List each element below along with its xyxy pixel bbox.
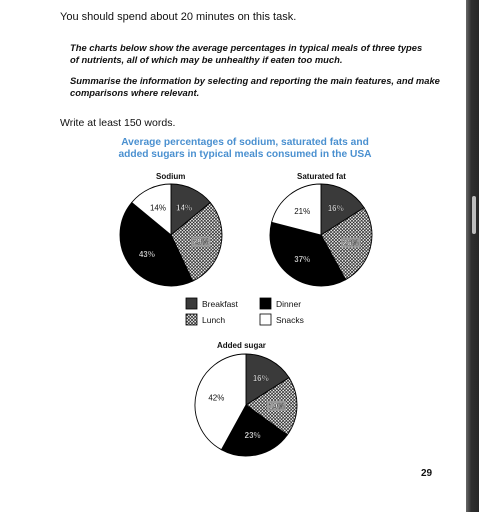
pie-title-saturated-fat: Saturated fat [297, 172, 346, 181]
scrollbar-thumb[interactable] [472, 196, 476, 234]
task-instruction: Summarise the information by selecting and reporting the main features, and make comparisons where relevant. [70, 75, 440, 98]
page-number: 29 [421, 468, 433, 479]
legend-swatch-breakfast [186, 298, 197, 309]
data-label-saturated-fat-lunch: 26% [342, 238, 359, 248]
data-label-sodium-snacks: 14% [149, 203, 166, 213]
data-label-added-sugar-dinner: 23% [244, 430, 261, 440]
data-label-saturated-fat-breakfast: 16% [327, 204, 344, 214]
legend-swatch-snacks [260, 314, 271, 325]
legend-label-lunch: Lunch [202, 315, 226, 325]
pie-title-sodium: Sodium [156, 172, 186, 181]
chart-title-line-1: Average percentages of sodium, saturated fats and [121, 137, 369, 148]
legend-swatch-dinner [260, 298, 271, 309]
legend-label-dinner: Dinner [276, 299, 302, 309]
task-description: The charts below show the average percentages in typical meals of three types of nutrients, all of which may be unhealthy if eaten too much. [70, 42, 423, 65]
data-label-sodium-breakfast: 14% [176, 203, 193, 213]
pie-title-added-sugar: Added sugar [217, 341, 266, 350]
legend-label-snacks: Snacks [276, 315, 304, 325]
legend-label-breakfast: Breakfast [202, 299, 238, 309]
data-label-added-sugar-snacks: 42% [208, 393, 225, 403]
chart-title-line-2: added sugars in typical meals consumed in the USA [118, 149, 372, 160]
legend-swatch-lunch [186, 314, 197, 325]
data-label-added-sugar-breakfast: 16% [252, 374, 269, 384]
data-label-saturated-fat-snacks: 21% [294, 206, 311, 216]
data-label-sodium-lunch: 29% [192, 237, 209, 247]
data-label-added-sugar-lunch: 19% [268, 401, 285, 411]
intro-text: You should spend about 20 minutes on this task. [60, 11, 297, 23]
word-count-instruction: Write at least 150 words. [60, 117, 176, 129]
data-label-sodium-dinner: 43% [138, 249, 155, 259]
data-label-saturated-fat-dinner: 37% [294, 255, 311, 265]
viewer-edge [466, 0, 479, 512]
